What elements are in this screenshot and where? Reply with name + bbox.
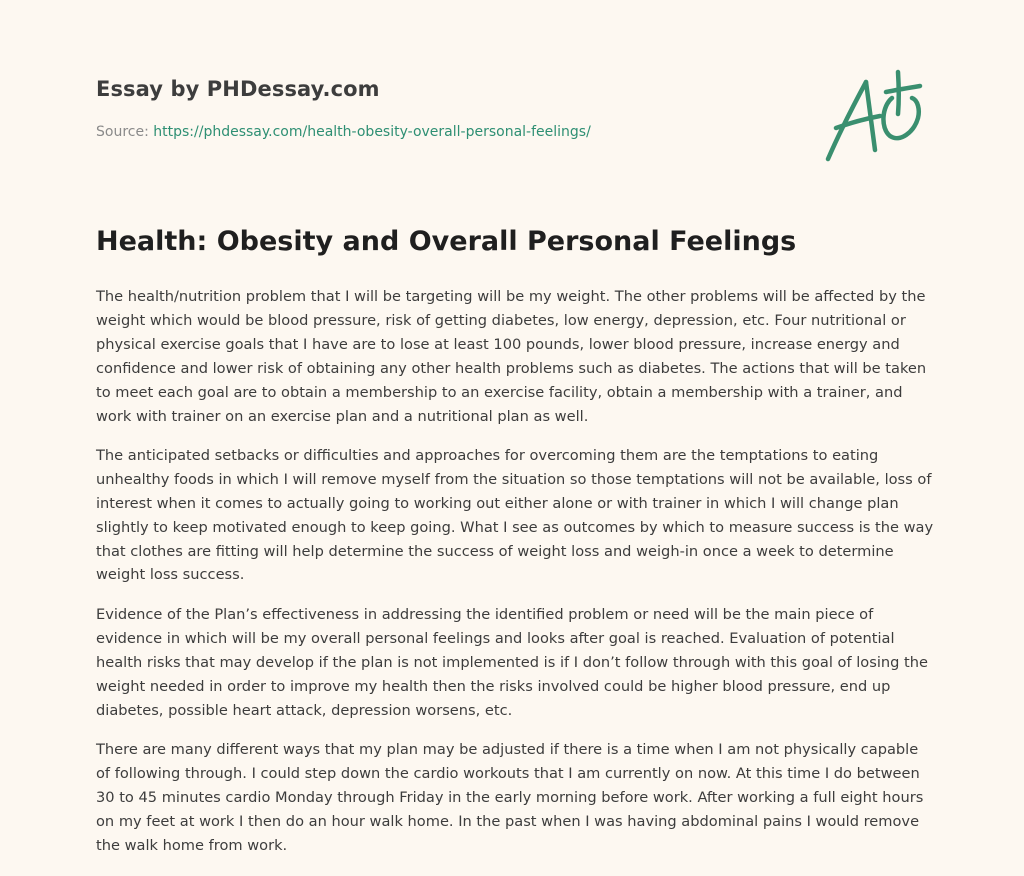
paragraph: Evidence of the Plan’s effectiveness in addressing the identified problem or need will be the main piece of evidence in which will be my overall personal feelings and looks after goal is reached. Evaluation of potential health risks that may develop if the plan is not implemented is if I don’t follow through with this goal of losing the weight needed in order to improve my health then the risks involved could be higher blood pressure, end up diabetes, possible heart attack, depression worsens, etc. <box>96 605 928 719</box>
source-line <box>96 124 591 140</box>
paragraph: The anticipated setbacks or difficulties and approaches for overcoming them are the temptations to eating unhealthy foods in which I will remove myself from the situation so those temptations will not be available, loss of interest when it comes to actually going to working out either alone or with trainer in which I will change plan slightly to keep motivated enough to keep going. What I see as outcomes by which to measure success is the way that clothes are fitting will help determine the success of weight loss and weigh-in once a week to determine weight loss success. <box>96 446 934 584</box>
source-label: Source: <box>96 124 149 140</box>
paragraph: There are many different ways that my plan may be adjusted if there is a time when I am not physically capable of following through. I could step down the cardio workouts that I am currently on now. At this time I do between 30 to 45 minutes cardio Monday through Friday in the early morning before work. After working a full eight hours on my feet at work I then do an hour walk home. In the past when I was having abdominal pains I would remove the walk home from work. <box>96 740 924 854</box>
site-brand: Essay by PHDessay.com <box>96 77 380 101</box>
source-link[interactable]: https://phdessay.com/health-obesity-overall-personal-feelings/ <box>153 124 591 140</box>
paragraph: The health/nutrition problem that I will be targeting will be my weight. The other problems will be affected by the weight which would be blood pressure, risk of getting diabetes, low energy, depression, etc. Four nutritional or physical exercise goals that I have are to lose at least 100 pounds, lower blood pressure, increase energy and confidence and lower risk of obtaining any other health problems such as diabetes. The actions that will be taken to meet each goal are to obtain a membership to an exercise facility, obtain a membership with a trainer, and work with trainer on an exercise plan and a nutritional plan as well. <box>96 288 927 425</box>
essay-body <box>96 285 936 873</box>
a-plus-logo-icon <box>822 66 928 164</box>
essay-title: Health: Obesity and Overall Personal Feelings <box>96 226 797 257</box>
